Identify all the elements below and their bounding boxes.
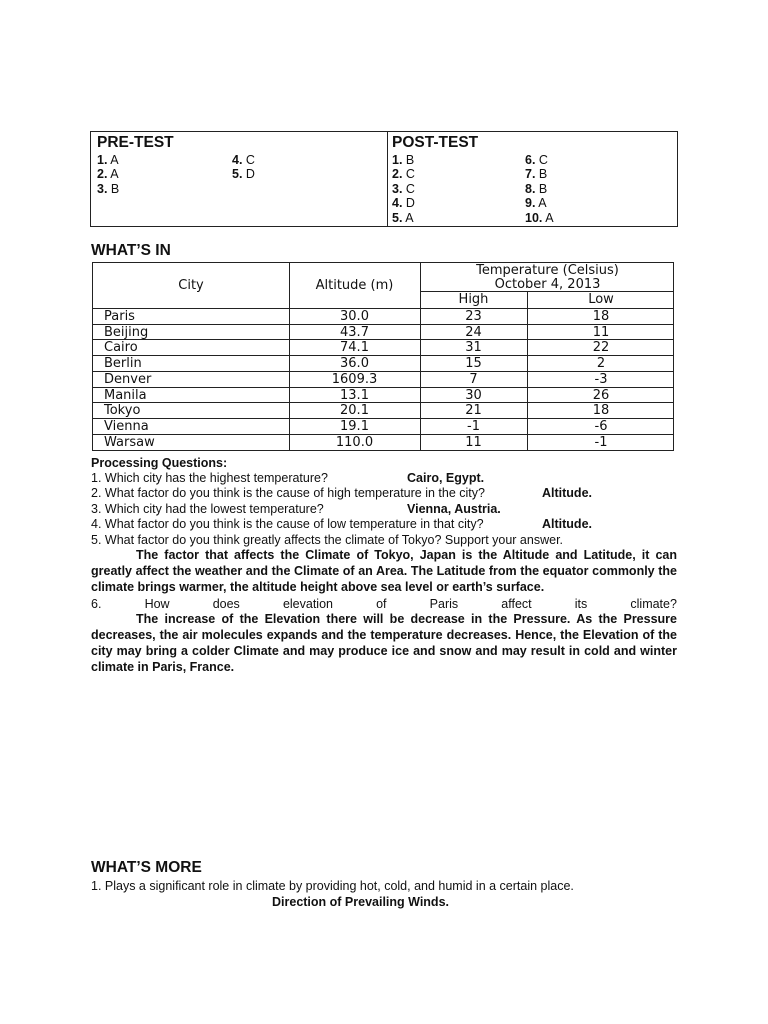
table-cell-low: 18 xyxy=(592,309,610,324)
table-cell-low: 11 xyxy=(592,324,610,340)
question-4: 4. What factor do you think is the cause of low temperature in that city? xyxy=(91,517,484,531)
table-cell-altitude: 30.0 xyxy=(340,309,369,324)
posttest-answer-item: 8. B xyxy=(525,181,548,196)
table-cell-city: Tokyo xyxy=(104,403,141,419)
question-6 xyxy=(91,596,677,612)
posttest-column-2 xyxy=(525,153,554,225)
posttest-answer-item: 3. C xyxy=(392,181,415,196)
whats-more-heading: WHAT’S MORE xyxy=(91,859,202,876)
table-grid-line xyxy=(93,371,673,372)
answer-2: Altitude. xyxy=(542,486,592,500)
pretest-title: PRE-TEST xyxy=(97,134,174,151)
question-6-word: does xyxy=(212,597,240,611)
posttest-answer-item: 1. B xyxy=(392,153,415,167)
answer-key-divider xyxy=(387,132,388,226)
table-cell-high: -1 xyxy=(467,418,480,434)
question-6-word: 6. xyxy=(91,597,102,611)
question-2: 2. What factor do you think is the cause of high temperature in the city? xyxy=(91,486,485,500)
pretest-answer-item: 3. B xyxy=(97,181,120,196)
pretest-answer-item: 1. A xyxy=(97,153,119,167)
answer-3: Vienna, Austria. xyxy=(407,502,501,516)
table-cell-city: Manila xyxy=(104,387,147,403)
table-grid-line xyxy=(93,355,673,356)
question-6-word: climate? xyxy=(630,597,677,611)
answer-6-paragraph: The increase of the Elevation there will be decrease in the Pressure. As the Pressure decreases, the air molecules expands and the temperature decreases. Hence, the Elevation of the city may bring a colder Climate and may produce ice and snow and may result in cold and winter climate in Paris, France. xyxy=(91,612,677,674)
pretest-column-1 xyxy=(97,153,119,196)
table-grid-line xyxy=(93,402,673,403)
table-cell-high: 11 xyxy=(465,434,482,450)
pretest-answer-item: 2. A xyxy=(97,167,119,182)
table-grid-line xyxy=(93,418,673,419)
posttest-answer-item: 2. C xyxy=(392,167,415,182)
question-6-word: How xyxy=(144,597,170,611)
table-grid-line xyxy=(93,324,673,325)
column-header-high: High xyxy=(458,292,489,307)
table-cell-high: 15 xyxy=(465,356,482,372)
table-grid-line xyxy=(93,434,673,435)
question-1: 1. Which city has the highest temperature? xyxy=(91,471,328,485)
table-cell-altitude: 43.7 xyxy=(340,324,369,340)
column-header-temperature: Temperature (Celsius) xyxy=(476,263,619,278)
table-cell-high: 31 xyxy=(465,340,482,356)
posttest-answer-item: 6. C xyxy=(525,153,548,167)
question-3: 3. Which city had the lowest temperature? xyxy=(91,502,324,516)
table-cell-altitude: 36.0 xyxy=(340,356,369,372)
table-grid-line xyxy=(93,387,673,388)
table-cell-high: 24 xyxy=(465,324,482,340)
whats-in-heading: WHAT’S IN xyxy=(91,242,171,259)
processing-questions-heading: Processing Questions: xyxy=(91,456,228,470)
table-cell-altitude: 110.0 xyxy=(335,434,374,450)
question-6-word: its xyxy=(574,597,588,611)
answer-1: Cairo, Egypt. xyxy=(407,471,485,485)
posttest-column-1 xyxy=(392,153,415,225)
climate-data-table xyxy=(92,262,674,451)
answer-key-table xyxy=(90,131,678,227)
pretest-column-2 xyxy=(232,153,255,182)
table-cell-city: Vienna xyxy=(104,418,149,434)
table-cell-low: -6 xyxy=(594,418,608,434)
table-cell-high: 7 xyxy=(469,371,478,387)
question-6-word: of xyxy=(376,597,387,611)
table-cell-altitude: 19.1 xyxy=(340,418,369,434)
whats-more-question-1: 1. Plays a significant role in climate by providing hot, cold, and humid in a certain place. xyxy=(91,879,574,893)
question-5: 5. What factor do you think greatly affects the climate of Tokyo? Support your answer. xyxy=(91,533,564,547)
whats-more-answer-1: Direction of Prevailing Winds. xyxy=(272,895,449,909)
question-6-word: Paris xyxy=(429,597,459,611)
pretest-answer-item: 4. C xyxy=(232,153,255,167)
table-cell-altitude: 74.1 xyxy=(340,340,369,356)
table-cell-city: Beijing xyxy=(104,324,149,340)
table-grid-line xyxy=(93,339,673,340)
posttest-answer-item: 9. A xyxy=(525,196,547,211)
answer-4: Altitude. xyxy=(542,517,592,531)
answer-5-paragraph: The factor that affects the Climate of Tokyo, Japan is the Altitude and Latitude, it can greatly affect the weather and the Climate of an Area. The Latitude from the equator commonly the climate brings warmer, the altitude height above sea level or earth’s surface. xyxy=(91,548,677,594)
column-header-low: Low xyxy=(588,292,614,307)
posttest-title: POST-TEST xyxy=(392,134,479,151)
table-cell-low: -1 xyxy=(594,434,608,450)
table-cell-city: Denver xyxy=(104,371,152,387)
table-cell-low: 26 xyxy=(592,387,610,403)
table-cell-low: -3 xyxy=(594,371,608,387)
table-cell-low: 18 xyxy=(592,403,610,419)
column-header-altitude: Altitude (m) xyxy=(315,278,394,293)
question-6-word: affect xyxy=(501,597,532,611)
pretest-answer-item: 5. D xyxy=(232,167,255,182)
posttest-answer-item: 4. D xyxy=(392,196,415,211)
table-cell-city: Paris xyxy=(104,309,135,324)
table-cell-high: 23 xyxy=(465,309,482,324)
table-cell-altitude: 1609.3 xyxy=(331,371,378,387)
table-cell-high: 30 xyxy=(465,387,482,403)
table-cell-altitude: 20.1 xyxy=(340,403,369,419)
table-cell-city: Cairo xyxy=(104,340,138,356)
table-cell-city: Warsaw xyxy=(104,434,155,450)
table-cell-low: 2 xyxy=(596,356,606,372)
table-cell-low: 22 xyxy=(592,340,610,356)
table-cell-high: 21 xyxy=(465,403,482,419)
posttest-answer-item: 10. A xyxy=(525,210,554,225)
question-6-word: elevation xyxy=(282,597,333,611)
posttest-answer-item: 5. A xyxy=(392,210,414,225)
column-header-date: October 4, 2013 xyxy=(494,277,601,292)
table-cell-altitude: 13.1 xyxy=(340,387,369,403)
posttest-answer-item: 7. B xyxy=(525,167,548,182)
table-cell-city: Berlin xyxy=(104,356,142,372)
column-header-city: City xyxy=(178,278,204,293)
